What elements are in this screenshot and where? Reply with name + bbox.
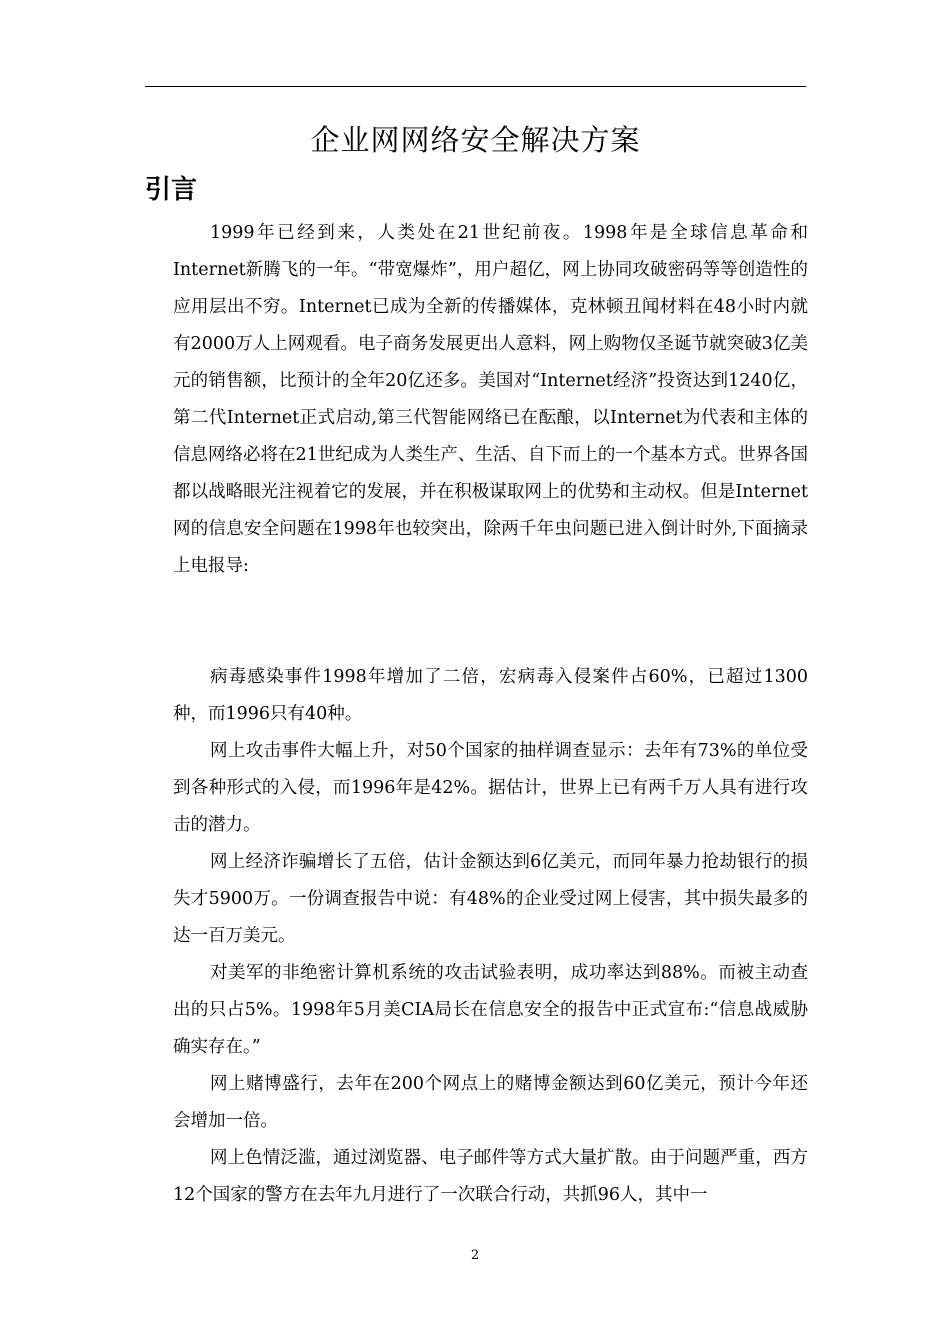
paragraph-pornography: 网上色情泛滥，通过浏览器、电子邮件等方式大量扩散。由于问题严重，西方12个国家的警方在去年九月进行了一次联合行动，共抓96人，其中一 — [173, 1148, 808, 1205]
paragraph-virus: 病毒感染事件1998年增加了二倍，宏病毒入侵案件占60%，已超过1300种，而1996只有40种。 — [173, 667, 808, 724]
document-title: 企业网网络安全解决方案 — [310, 123, 641, 157]
page-number: 2 — [470, 1248, 480, 1263]
body-text — [173, 215, 808, 1214]
paragraph-fraud: 网上经济诈骗增长了五倍，估计金额达到6亿美元，而同年暴力抢劫银行的损失才5900万。一份调查报告中说：有48%的企业受过网上侵害，其中损失最多的达一百万美元。 — [173, 852, 808, 946]
section-heading: 引言 — [145, 175, 198, 205]
paragraph-military: 对美军的非绝密计算机系统的攻击试验表明，成功率达到88%。而被主动查出的只占5%。1998年5月美CIA局长在信息安全的报告中正式宣布:“信息战威胁确实存在。” — [173, 963, 808, 1057]
paragraph-spacer — [173, 585, 808, 659]
paragraph-gambling: 网上赌博盛行，去年在200个网点上的赌博金额达到60亿美元，预计今年还会增加一倍。 — [173, 1074, 808, 1131]
intro-paragraph: 1999年已经到来，人类处在21世纪前夜。1998年是全球信息革命和Internet新腾飞的一年。“带宽爆炸”，用户超亿，网上协同攻破密码等等创造性的应用层出不穷。Internet已成为全新的传播媒体，克林顿丑闻材料在48小时内就有2000万人上网观看。电子商务发展更出人意料，网上购物仅圣诞节就突破3亿美元的销售额，比预计的全年20亿还多。美国对“Internet经济”投资达到1240亿，第二代Internet正式启动,第三代智能网络已在酝酿，以Internet为代表和主体的信息网络必将在21世纪成为人类生产、生活、自下而上的一个基本方式。世界各国都以战略眼光注视着它的发展，并在积极谋取网上的优势和主动权。但是Internet网的信息安全问题在1998年也较突出，除两千年虫问题已进入倒计时外,下面摘录上电报导: — [173, 223, 808, 576]
header-rule — [145, 86, 806, 87]
paragraph-attacks: 网上攻击事件大幅上升，对50个国家的抽样调查显示：去年有73%的单位受到各种形式的入侵，而1996年是42%。据估计，世界上已有两千万人具有进行攻击的潜力。 — [173, 741, 808, 835]
